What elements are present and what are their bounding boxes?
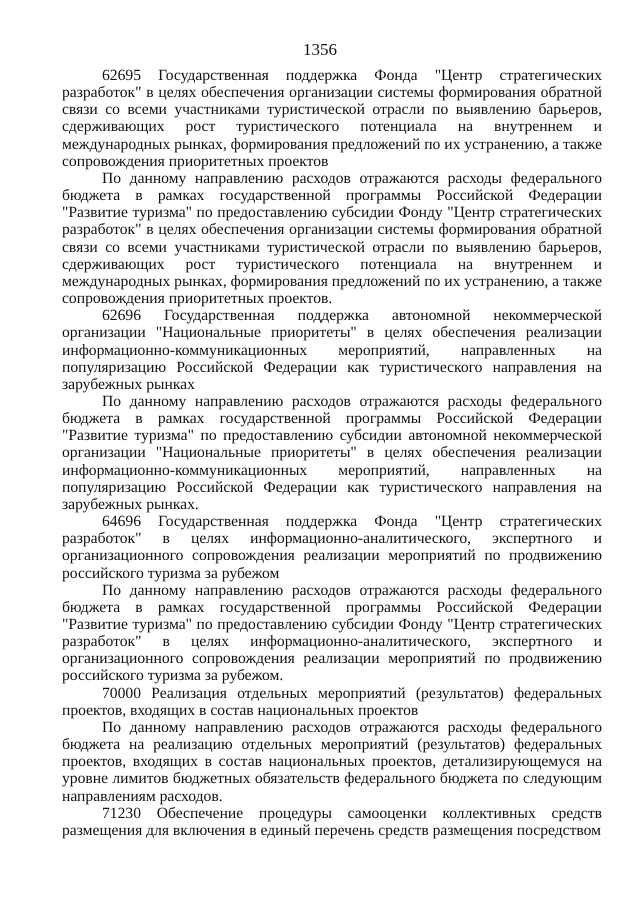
paragraph-71230-heading: 71230 Обеспечение процедуры самооценки коллективных средств размещения для включения в единый перечень средств размещения посредством [62,804,602,839]
paragraph-62696-heading: 62696 Государственная поддержка автономной некоммерческой организации "Национальные приоритеты" в целях обеспечения реализации информационно-коммуникационных мероприятий, направленных на популяризацию Российской Федерации как туристического направления на зарубежных рынках [62,307,602,393]
paragraph-64696-heading: 64696 Государственная поддержка Фонда "Центр стратегических разработок" в целях информационно-аналитического, экспертного и организационного сопровождения реализации мероприятий по продвижению российского туризма за рубежом [62,513,602,582]
paragraph-62695-description: По данному направлению расходов отражаются расходы федерального бюджета в рамках государственной программы Российской Федерации "Развитие туризма" по предоставлению субсидии Фонду "Центр стратегических разработок" в целях обеспечения организации системы формирования обратной связи со всеми участниками туристической отрасли по выявлению барьеров, сдерживающих рост туристического потенциала на внутреннем и международных рынках, формирования предложений по их устранению, а также сопровождения приоритетных проектов. [62,169,602,308]
paragraph-70000-description: По данному направлению расходов отражаются расходы федерального бюджета на реализацию отдельных мероприятий (результатов) федеральных проектов, входящих в состав национальных проектов, детализирующемуся на уровне лимитов бюджетных обязательств федерального бюджета по следующим направлениям расходов. [62,718,602,805]
paragraph-62695-heading: 62695 Государственная поддержка Фонда "Центр стратегических разработок" в целях обеспечения организации системы формирования обратной связи со всеми участниками туристической отрасли по выявлению барьеров, сдерживающих рост туристического потенциала на внутреннем и международных рынках, формирования предложений по их устранению, а также сопровождения приоритетных проектов [62,67,602,170]
page-number: 1356 [303,40,337,59]
document-body [62,67,602,839]
paragraph-62696-description: По данному направлению расходов отражаются расходы федерального бюджета в рамках государственной программы Российской Федерации "Развитие туризма" по предоставлению субсидии автономной некоммерческой организации "Национальные приоритеты" в целях обеспечения реализации информационно-коммуникационных мероприятий, направленных на популяризацию Российской Федерации как туристического направления на зарубежных рынках. [62,392,602,513]
paragraph-70000-heading: 70000 Реализация отдельных мероприятий (результатов) федеральных проектов, входящих в состав национальных проектов [62,684,602,719]
paragraph-64696-description: По данному направлению расходов отражаются расходы федерального бюджета в рамках государственной программы Российской Федерации "Развитие туризма" по предоставлению субсидии Фонду "Центр стратегических разработок" в целях информационно-аналитического, экспертного и организационного сопровождения реализации мероприятий по продвижению российского туризма за рубежом. [62,581,602,685]
